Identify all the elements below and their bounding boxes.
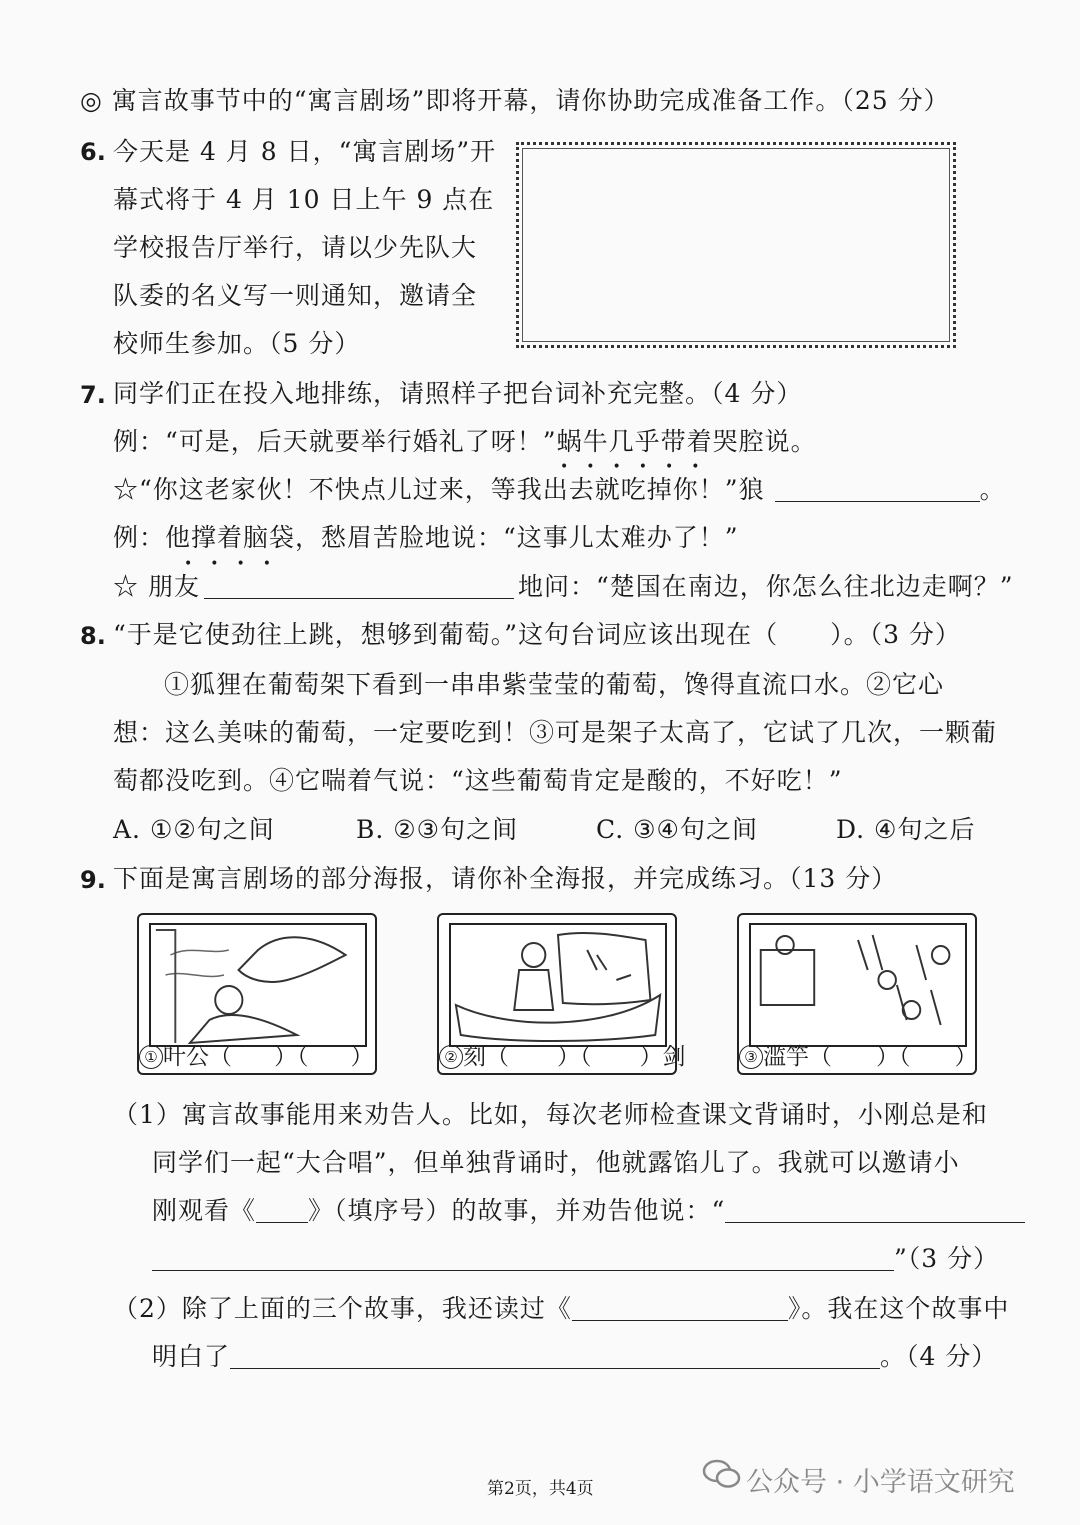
q9-sub1-blank-advice-2[interactable] (152, 1248, 894, 1271)
q7-title: 同学们正在投入地排练，请照样子把台词补充完整。（4 分） (113, 379, 803, 408)
q9-sub2-blank-lesson[interactable] (230, 1346, 880, 1369)
q9-sub1-line-1: （1）寓言故事能用来劝告人。比如，每次老师检查课文背诵时，小刚总是和 (113, 1100, 988, 1129)
q6-answer-box[interactable] (516, 142, 956, 348)
poster-1-caption: ① 叶公（ ）（ ） (139, 1043, 374, 1071)
q8-option-b[interactable]: B. ②③句之间 (356, 815, 519, 844)
poster-2-illustration (449, 923, 667, 1047)
q9-sub2-blank-title[interactable] (572, 1298, 788, 1321)
q6-line-1: 今天是 4 月 8 日，“寓言剧场”开 (113, 137, 497, 166)
q6-line-4: 队委的名义写一则通知，邀请全 (113, 281, 478, 310)
q9-sub2-line-1: （2）除了上面的三个故事，我还读过《 》。我在这个故事中 (113, 1294, 1010, 1323)
q8-passage-1: ①狐狸在葡萄架下看到一串串紫莹莹的葡萄，馋得直流口水。②它心 (164, 670, 945, 699)
watermark-text: 公众号 · 小学语文研究 (746, 1467, 1015, 1498)
emphasis-dots-2: •••• (184, 556, 290, 572)
poster-3 (737, 913, 977, 1075)
q7-star-1: ☆“你这老家伙！不快点儿过来，等我出去就吃掉你！”狼 。 (113, 475, 1006, 504)
emphasis-dots-1: •••••• (560, 459, 718, 475)
poster-2-caption: ② 刻（ ）（ ）剑 (439, 1043, 686, 1071)
q7-example-2: 例：他撑着脑袋，愁眉苦脸地说：“这事儿太难办了！” (113, 523, 739, 552)
q7-blank-1[interactable] (775, 479, 980, 502)
q7-example-1: 例：“可是，后天就要举行婚礼了呀！”蜗牛几乎带着哭腔说。 (113, 427, 817, 456)
q6-line-5: 校师生参加。（5 分） (113, 329, 361, 358)
q6-line-3: 学校报告厅举行，请以少先队大 (113, 233, 478, 262)
q9-sub1-line-3: 刚观看《 》（填序号）的故事，并劝告他说：“ (152, 1196, 1025, 1226)
poster-1-illustration (149, 923, 367, 1047)
q7-blank-2[interactable] (204, 576, 514, 599)
q6-line-2: 幕式将于 4 月 10 日上午 9 点在 (113, 185, 495, 214)
q7-number: 7. (80, 381, 106, 409)
q9-sub1-line-2: 同学们一起“大合唱”，但单独背诵时，他就露馅儿了。我就可以邀请小 (152, 1148, 960, 1177)
q8-option-c[interactable]: C. ③④句之间 (596, 815, 758, 844)
q9-title: 下面是寓言剧场的部分海报，请你补全海报，并完成练习。（13 分） (113, 864, 898, 893)
wechat-icon (702, 1458, 742, 1494)
q8-passage-3: 萄都没吃到。④它喘着气说：“这些葡萄肯定是酸的，不好吃！” (113, 766, 843, 795)
poster-3-caption: ③ 滥竽（ ）（ ） (739, 1043, 978, 1071)
q8-passage-2: 想：这么美味的葡萄，一定要吃到！③可是架子太高了，它试了几次，一颗葡 (113, 718, 998, 747)
q9-sub1-blank-number[interactable] (256, 1200, 308, 1223)
q8-option-a[interactable]: A. ①②句之间 (113, 815, 275, 844)
q7-star-2: ☆ 朋友 地问：“楚国在南边，你怎么往北边走啊？” (113, 572, 1014, 601)
poster-1 (137, 913, 377, 1075)
q9-sub1-blank-advice-1[interactable] (725, 1200, 1025, 1223)
q9-sub2-line-2: 明白了 。（4 分） (152, 1342, 998, 1371)
section-intro: ◎ 寓言故事节中的“寓言剧场”即将开幕，请你协助完成准备工作。（25 分） (80, 86, 950, 115)
q6-number: 6. (80, 138, 106, 166)
q8-number: 8. (80, 622, 106, 650)
q9-sub1-line-4: ”（3 分） (152, 1244, 999, 1274)
q9-number: 9. (80, 866, 106, 894)
poster-3-illustration (749, 923, 967, 1047)
q8-title: “于是它使劲往上跳，想够到葡萄。”这句台词应该出现在（ ）。（3 分） (113, 620, 961, 649)
poster-2 (437, 913, 686, 1075)
q8-option-d[interactable]: D. ④句之后 (836, 815, 976, 844)
page-number: 第2页，共4页 (487, 1479, 594, 1499)
